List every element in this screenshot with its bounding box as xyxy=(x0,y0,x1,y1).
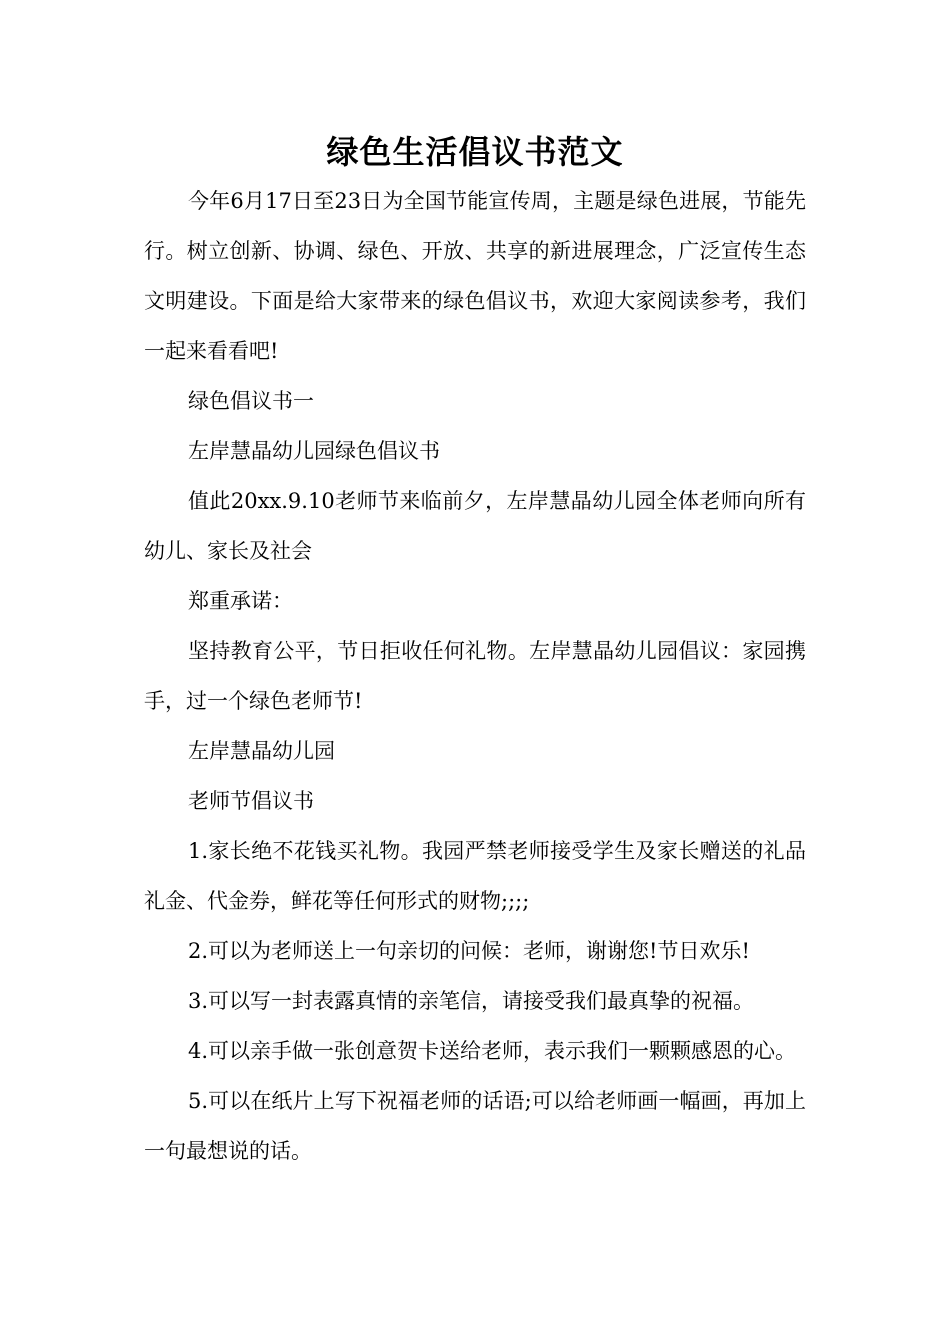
list-item-3: 3.可以写一封表露真情的亲笔信，请接受我们最真挚的祝福。 xyxy=(188,989,755,1013)
paragraph-promise: 坚持教育公平，节日拒收任何礼物。左岸慧晶幼儿园倡议：家园携手，过一个绿色老师节! xyxy=(144,639,806,713)
paragraph-promise-heading: 郑重承诺： xyxy=(188,589,293,613)
paragraph-list-heading: 老师节倡议书 xyxy=(188,789,314,813)
paragraph-kindergarten-title: 左岸慧晶幼儿园绿色倡议书 xyxy=(188,439,440,463)
document-page xyxy=(144,128,806,1176)
list-item-4: 4.可以亲手做一张创意贺卡送给老师，表示我们一颗颗感恩的心。 xyxy=(188,1039,797,1063)
paragraph-occasion: 值此20xx.9.10老师节来临前夕，左岸慧晶幼儿园全体老师向所有幼儿、家长及社会 xyxy=(144,489,806,563)
list-item-5: 5.可以在纸片上写下祝福老师的话语;可以给老师画一幅画，再加上一句最想说的话。 xyxy=(144,1089,806,1163)
list-item-2: 2.可以为老师送上一句亲切的问候：老师，谢谢您!节日欢乐! xyxy=(188,939,750,963)
paragraph-signature: 左岸慧晶幼儿园 xyxy=(188,739,335,763)
list-item-1: 1.家长绝不花钱买礼物。我园严禁老师接受学生及家长赠送的礼品礼金、代金券，鲜花等任何形式的财物;;;; xyxy=(144,839,806,913)
paragraph-section-heading: 绿色倡议书一 xyxy=(188,389,314,413)
paragraph-intro: 今年6月17日至23日为全国节能宣传周，主题是绿色进展，节能先行。树立创新、协调、绿色、开放、共享的新进展理念，广泛宣传生态文明建设。下面是给大家带来的绿色倡议书，欢迎大家阅读参考，我们一起来看看吧! xyxy=(144,189,806,363)
document-title: 绿色生活倡议书范文 xyxy=(326,133,624,171)
